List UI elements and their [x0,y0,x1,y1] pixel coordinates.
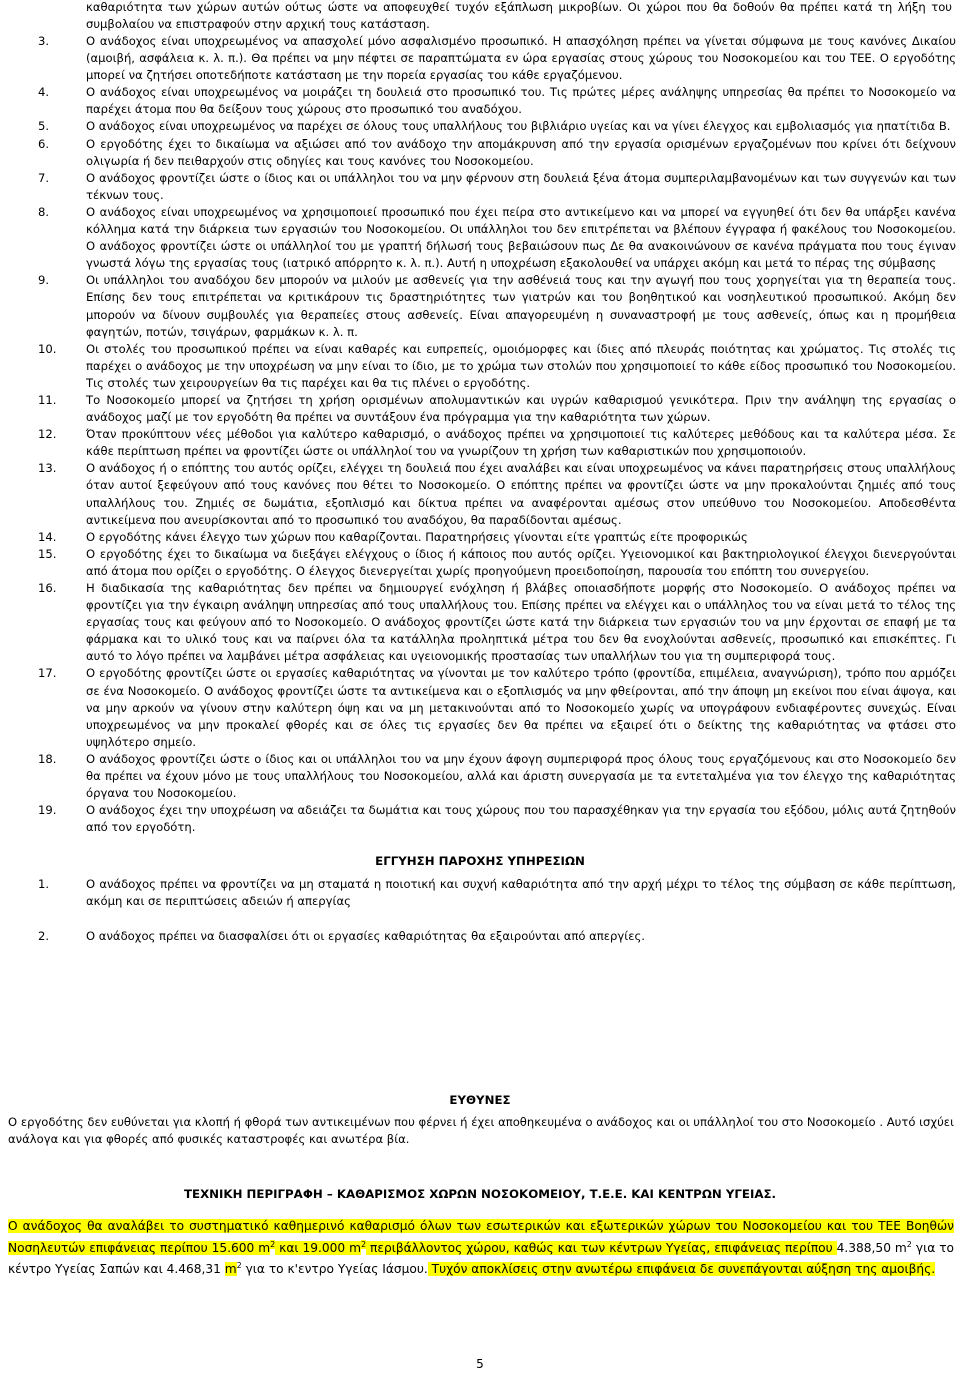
plain-text: για το κ'εντρο Υγείας Ιάσμου. [241,1262,428,1277]
section-heading-technical: ΤΕΧΝΙΚΗ ΠΕΡΙΓΡΑΦΗ – ΚΑΘΑΡΙΣΜΟΣ ΧΩΡΩΝ ΝΟΣΟΚΟΜΕΙΟΥ, Τ.Ε.Ε. ΚΑΙ ΚΕΝΤΡΩΝ ΥΓΕΙΑΣ. [183,1187,777,1201]
list-item [0,341,956,392]
list-item-number: 18. [38,751,57,766]
list-item [0,84,956,118]
list-item [0,529,956,546]
list-item-text: Ο ανάδοχος είναι υποχρεωμένος να απασχολεί μόνο ασφαλισμένο προσωπικό. Η απασχόληση πρέπει να γίνεται σύμφωνα με τους κανόνες Δικαίου (αμοιβή, ασφάλεια κ. λ. π.). Θα πρέπει να μην πέφτει σε παραπτώματα εν ώρα εργασίας στους χώρους του Νοσοκομείου και του ΤΕΕ. Ο εργοδότης μπορεί να ζητήσει οποτεδήποτε κατάσταση με την πορεία εργασίας του κάθε εργαζόμενου. [86,34,956,83]
technical-paragraph [8,1217,954,1279]
list-item-number: 5. [38,119,50,134]
highlight-text: Ο ανάδοχος θα αναλάβει το συστηματικό καθημερινό καθαρισμό όλων των εσωτερικών και εξωτερικών χώρων του Νοσοκομείου και του ΤΕΕ Βοηθών Νοσηλευτών επιφάνειας περίπου 15.600 m [8,1219,954,1255]
list-item-text: Ο ανάδοχος πρέπει να φροντίζει να μη σταματά η ποιοτική και συχνή καθαριότητα από την αρχή μέχρι το τέλος της σύμβαση σε κάθε περίπτωση, ακόμη και σε περιπτώσεις αδειών ή απεργίας [86,877,956,909]
list-item [0,928,956,945]
area-value: 4.388,50 m [836,1240,907,1255]
list-item-text: Ο ανάδοχος έχει την υποχρέωση να αδειάζει τα δωμάτια και τους χώρους που του παρασχέθηκαν για την εργασία του εξόδου, μόλις αυτά ζητηθούν από τον εργοδότη. [86,803,956,835]
list-item-number: 2. [38,929,50,944]
terms-list [0,33,956,836]
liability-paragraph: Ο εργοδότης δεν ευθύνεται για κλοπή ή φθορά των αντικειμένων που φέρνει ή έχει αποθηκευμένα ο ανάδοχος και οι υπάλληλοί του στο Νοσοκομείο . Αυτό ισχύει ανάλογα και για φθορές από φυσικές καταστροφές και ανωτέρα βία. [8,1115,954,1147]
list-item-text: Ο ανάδοχος πρέπει να διασφαλίσει ότι οι εργασίες καθαριότητας θα εξαιρούνται από απεργίες. [86,929,645,944]
list-item [0,204,956,272]
list-item-number: 6. [38,136,50,151]
list-item-text: Ο ανάδοχος είναι υποχρεωμένος να μοιράζει τη δουλειά στο προσωπικό του. Τις πρώτες μέρες ανάληψης υπηρεσίας θα πρέπει το Νοσοκομείο να παρέχει άτομα που θα δείξουν τους χώρους στο προσωπικό του αναδόχου. [86,85,956,117]
superscript: 2 [270,1239,276,1249]
list-item [0,580,956,665]
list-item-text: Ο ανάδοχος φροντίζει ώστε ο ίδιος και οι υπάλληλοι του να μην φέρνουν στη δουλειά ξένα άτομα συμπεριλαμβανομένων και των συγγενών και των τέκνων τους. [86,170,956,202]
list-item [0,876,956,910]
list-item-text: Το Νοσοκομείο μπορεί να ζητήσει τη χρήση ορισμένων απολυμαντικών και υγρών καθαρισμού γενικότερα. Πριν την ανάληψη της εργασίας ο ανάδοχος μαζί με τον εργοδότη θα πρέπει να συντάξουν ένα πρόγραμμα για την καθαριότητα των χώρων. [86,392,956,425]
list-item [0,751,956,802]
guarantee-list [0,876,956,945]
list-item-number: 10. [38,341,57,356]
superscript: 2 [906,1239,912,1249]
list-item [0,460,956,528]
highlight-text: και 19.000 m [275,1240,361,1255]
list-item-text: Ο ανάδοχος ή ο επόπτης του αυτός ορίζει, ελέγχει τη δουλειά που έχει αναλάβει και είναι υποχρεωμένος να κάνει παρατηρήσεις στους υπαλλήλους όταν αυτοί ξεφεύγουν από τους κανόνες που θέτει το Νοσοκομείο. Ο επόπτης πρέπει να φροντίζει ώστε να μην προκαλούνται ζημιές από τους υπαλλήλους του. Ζημιές σε δωμάτια, εξοπλισμό και δίκτυα πρέπει να αναφέρονται αμέσως στον υπεύθυνο του Νοσοκομείου. Αποδεσθέντα αντικείμενα που ανευρίσκονται από το προσωπικό του αναδόχου, θα παραδίδονται αμέσως. [86,461,956,527]
highlight-text: περιβάλλοντος χώρου, καθώς και των κέντρων Υγείας, επιφάνειας περίπου [366,1240,837,1255]
list-item-text: Ο εργοδότης κάνει έλεγχο των χώρων που καθαρίζονται. Παρατηρήσεις γίνονται είτε γραπτώς είτε προφορικώς [86,529,748,544]
list-item-text: Ο εργοδότης φροντίζει ώστε οι εργασίες καθαριότητας να γίνονται με τον καλύτερο τρόπο (φροντίδα, επιμέλεια, αναγνώριση), τρόπο που αρμόζει σε ένα Νοσοκομείο. Ο ανάδοχος φροντίζει ώστε τα αντικείμενα και ο εξοπλισμός να μην φθείρονται, από την άποψη μη εκείνοι που είναι άψογα, και να μην αρκούν να γίνουν στην καλύτερη όψη και να μη μετακινούνται από το Νοσοκομείο χωρίς να υπογράφουν ενδιαφέροντες συνεχώς. Είναι υποχρεωμένος να μην προκαλεί φθορές και σε όλες τις εργασίες δεν θα πρέπει να εξαιρεί ότι ο δείκτης της καθαριότητας να φτάσει στο υψηλότερο σημείο. [86,666,956,749]
page-number: 5 [476,1357,484,1371]
list-item [0,272,956,340]
highlight-text: Τυχόν αποκλίσεις στην ανωτέρω επιφάνεια δε συνεπάγονται αύξηση της αμοιβής. [427,1262,936,1277]
plain-text: για το κέντρο Υγείας Σαπών και 4.468,31 [8,1240,954,1277]
list-item-number: 19. [38,803,57,818]
list-item-number: 14. [38,529,57,544]
list-item [0,392,956,426]
list-item-text: Ο ανάδοχος είναι υποχρεωμένος να παρέχει σε όλους τους υπαλλήλους του βιβλιάριο υγείας και να γίνει έλεγχος και εμβολιασμός για ηπατίτιδα Β. [86,119,951,134]
list-item [0,426,956,460]
list-item-number: 11. [38,392,57,407]
list-item-number: 3. [38,34,50,48]
list-item [0,136,956,170]
superscript: 2 [360,1239,367,1249]
list-item-number: 7. [38,170,50,185]
list-item-number: 4. [38,85,50,100]
list-item-text: Οι στολές του προσωπικού πρέπει να είναι καθαρές και ευπρεπείς, ομοιόμορφες και ίδιες από πλευράς ποιότητας και χρώματος. Τις στολές τις παρέχει ο ανάδοχος με την υποχρέωση να μην είναι το ίδιο, με το χρώμα των στολών που χρησιμοποιεί το κάθε είδος προσωπικό του Νοσοκομείου. Τις στολές των χειρουργείων θα τις παρέχει και θα τις πλένει ο εργοδότης. [86,341,956,390]
list-item-number: 13. [38,461,57,476]
list-item-text: Ο εργοδότης έχει το δικαίωμα να διεξάγει ελέγχους ο ίδιος ή κάποιος που αυτός ορίζει. Υγειονομικοί και βακτηριολογικοί έλεγχοι διενεργούνται από άτομα που ορίζει ο εργοδότης. Ο έλεγχος διενεργείται χωρίς προηγούμενη προειδοποίηση, παρουσία του επόπτη του συνεργείου. [86,546,956,578]
list-item [0,546,956,580]
list-item-text: Ο ανάδοχος είναι υποχρεωμένος να χρησιμοποιεί προσωπικό που έχει πείρα στο αντικείμενο και να μπορεί να εγγυηθεί ότι δεν θα υπάρξει κανένα κόλλημα κατά την διάρκεια των εργασιών του Νοσοκομείου. Οι υπάλληλοι του δεν επιτρέπεται να βλέπουν έγγραφα ή φακέλους του Νοσοκομείου. Ο ανάδοχος φροντίζει ώστε οι υπάλληλοί του με γραπτή δήλωσή τους βεβαιώσουν πως Δε θα ανακοινώνουν σε κανένα πράγματα που τους έγιναν γνωστά λόγω της εργασίας τους (ιατρικό απόρρητο κ. λ. π.). Αυτή η υποχρέωση εξακολουθεί να υπάρχει ακόμη και μετά το πέρας της σύμβασης [86,204,956,271]
list-item [0,665,956,750]
list-item-text: Οι υπάλληλοι του αναδόχου δεν μπορούν να μιλούν με ασθενείς για την ασθένειά τους και την αγωγή που τους χορηγείται για τη θεραπεία τους. Επίσης δεν τους επιτρέπεται να κριτικάρουν τις δραστηριότητες των γιατρών και του βοηθητικού και νοσηλευτικού προσωπικού. Ακόμη δεν μπορούν να δίνουν συμβουλές για θεραπείες στους ασθενείς. Είναι απαγορευμένη η συναναστροφή με τους ασθενείς, όπως και η προμήθεια φαγητών, ποτών, τσιγάρων, φαρμάκων κ. λ. π. [86,273,956,339]
list-item [0,33,956,84]
list-item-number: 1. [38,877,50,891]
list-item-number: 16. [38,581,57,595]
superscript: 2 [236,1261,242,1271]
section-heading-liability: ΕΥΘΥΝΕΣ [449,1093,511,1107]
list-item [0,802,956,836]
section-heading-guarantee: ΕΓΓΥΗΣΗ ΠΑΡΟΧΗΣ ΥΠΗΡΕΣΙΩΝ [375,854,585,868]
list-item-number: 8. [38,204,50,219]
list-item-number: 12. [38,427,57,442]
list-item-number: 9. [38,273,50,288]
list-item-text: Η διαδικασία της καθαριότητας δεν πρέπει να δημιουργεί ενόχληση ή βλάβες οποιασδήποτε μορφής στο Νοσοκομείο. Ο ανάδοχος πρέπει να φροντίζει για την έγκαιρη ανάληψη υπηρεσίας από τους υπαλλήλους του. Επίσης πρέπει να ελέγχει και ο υπάλληλος του να είναι μετά το τέλος της εργασίας τους και φεύγουν από το Νοσοκομείο. Ο ανάδοχος φροντίζει ώστε κατά την διάρκεια των εργασιών του να μην έρχονται σε επαφή με τα φάρμακα και το υλικό τους και να παίρνει όλα τα κατάλληλα προληπτικά μέτρα του δεν θα ενοχλούνται ασθενείς, προσωπικό και επισκέπτες. Γι αυτό το λόγο πρέπει να λαμβάνει μέτρα ασφάλειας και υγειονομικής προστασίας των υπαλλήλων του για τη συμπεριφορά τους. [86,581,956,664]
list-item-text: Όταν προκύπτουν νέες μέθοδοι για καλύτερο καθαρισμό, ο ανάδοχος πρέπει να χρησιμοποιεί τις καλύτερες μεθόδους και τα καλύτερα μέσα. Σε κάθε περίπτωση πρέπει να φροντίζει ώστε οι υπάλληλοί του να γνωρίζουν τη χρήση των καθαριστικών που χρησιμοποιούν. [86,427,956,459]
list-item [0,118,956,135]
list-item-number: 17. [38,666,57,681]
list-item-number: 15. [38,546,57,561]
lead-paragraph: καθαριότητα των χώρων αυτών ούτως ώστε να αποφευχθεί τυχόν εξάπλωση μικροβίων. Οι χώροι που θα δοθούν θα πρέπει κατά τη λήξη του συμβολαίου να επιστραφούν στην αρχική τους κατάσταση. [86,0,952,32]
list-item-text: Ο ανάδοχος φροντίζει ώστε ο ίδιος και οι υπάλληλοι του να μην έχουν άφογη συμπεριφορά προς όλους τους εργαζόμενους και στο Νοσοκομείο δεν θα πρέπει να έχουν μόνο με τους υπαλλήλους του Νοσοκομείου, αλλά και άριστη συνεργασία με τα εντεταλμένα για τον έλεγχο της καθαριότητας όργανα του Νοσοκομείου. [86,751,956,801]
highlight-text: m [224,1262,237,1277]
list-item-text: Ο εργοδότης έχει το δικαίωμα να αξιώσει από τον ανάδοχο την απομάκρυνση από την εργασία ορισμένων εργαζομένων που κρίνει ότι δείχνουν ολιγωρία ή δεν πειθαρχούν στις οδηγίες και τους κανόνες του Νοσοκομείου. [86,136,956,168]
list-item [0,170,956,204]
